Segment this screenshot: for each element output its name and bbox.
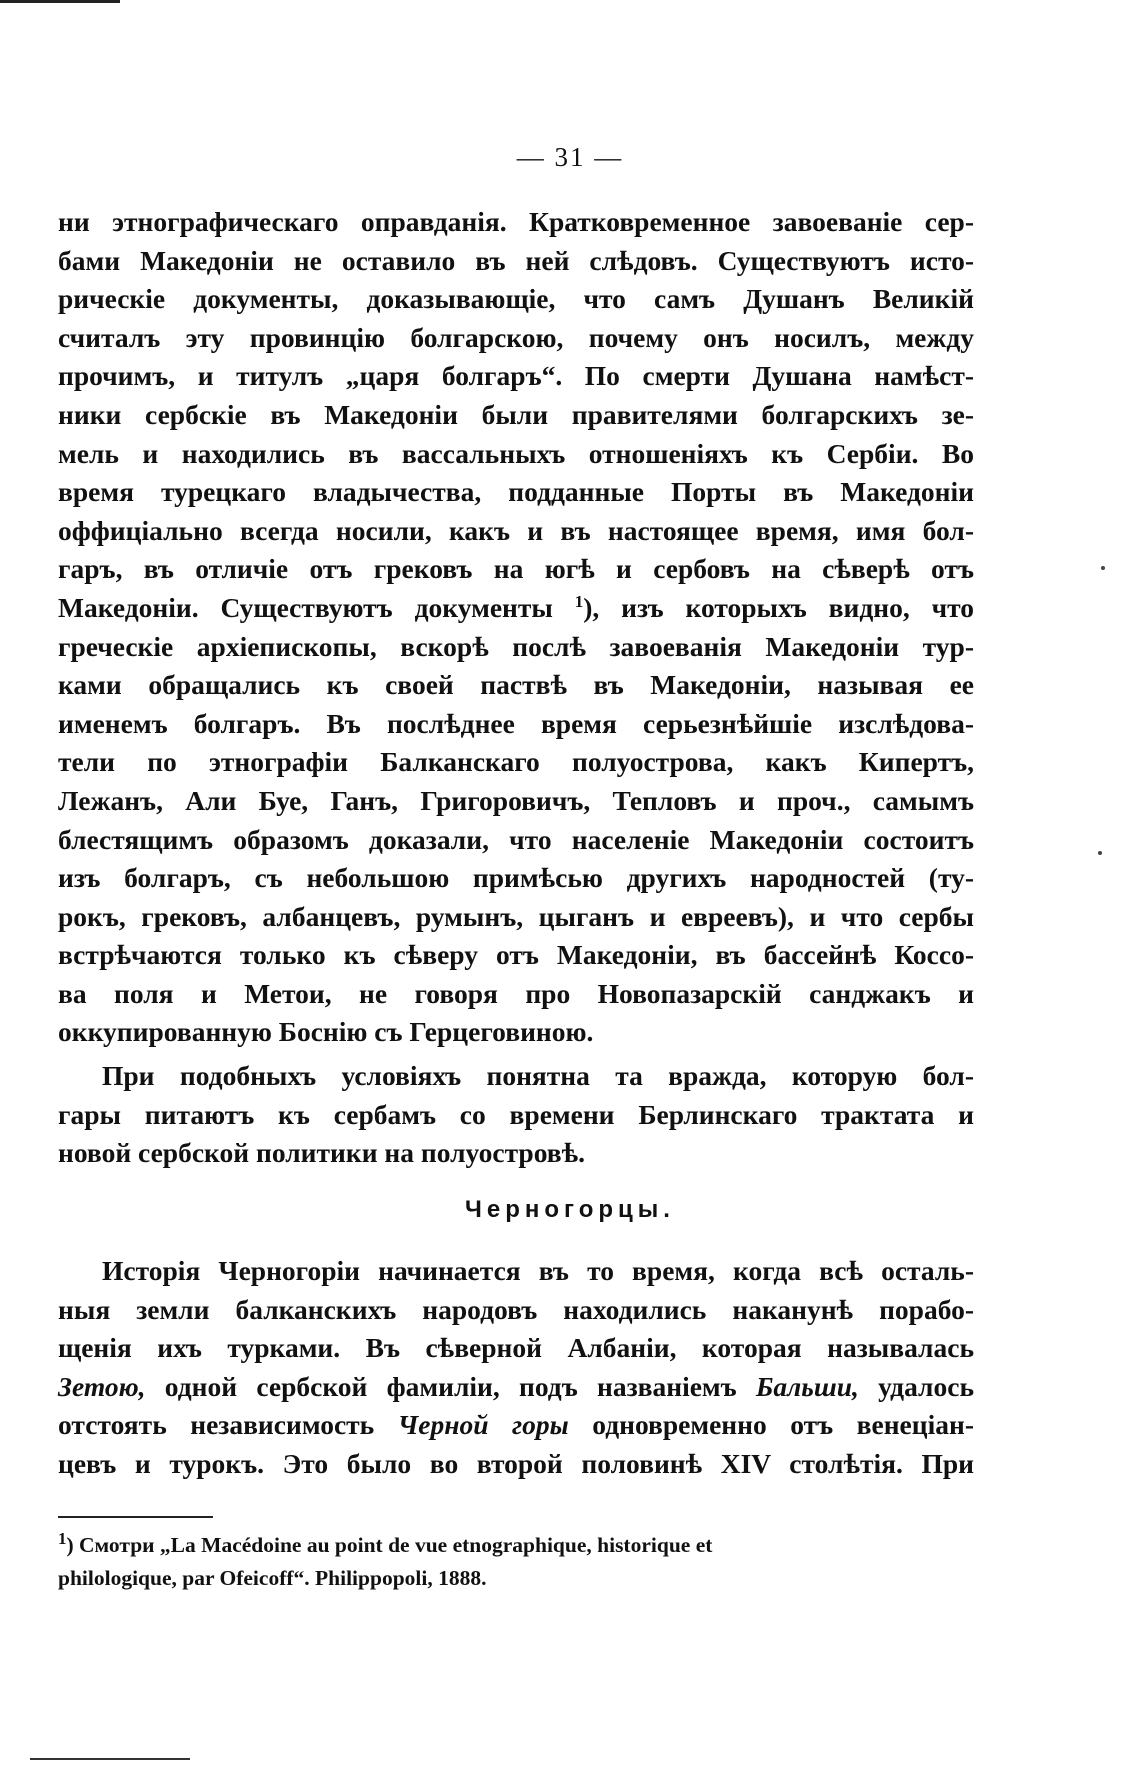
text-line: гары питаютъ къ сербамъ со времени Берлинскаго трактата и — [58, 1098, 974, 1130]
footnote — [58, 1529, 974, 1595]
emphasized-term: Черной горы — [397, 1409, 569, 1441]
text-line: оккупированную Боснію съ Герцеговиною. — [58, 1016, 594, 1048]
text-line: именемъ болгаръ. Въ послѣднее время серьезнѣйшіе изслѣдова- — [58, 707, 974, 739]
paragraph-hostility — [58, 1057, 974, 1173]
footnote-number: 1 — [58, 1528, 67, 1548]
text-fragment: Македоніи. Существуютъ документы — [58, 591, 553, 623]
text-line: мель и находились въ вассальныхъ отношеніяхъ къ Сербіи. Во — [58, 437, 974, 469]
top-edge-rule — [0, 0, 120, 3]
text-fragment: одновременно отъ венеціан- — [568, 1409, 974, 1441]
ink-speck — [1101, 566, 1105, 570]
paragraph-montenegro-history — [58, 1252, 974, 1484]
text-line: встрѣчаются только къ сѣверу отъ Македоніи, въ бассейнѣ Коссо- — [58, 939, 974, 971]
text-line: греческіе архіепископы, вскорѣ послѣ завоеванія Македоніи тур- — [58, 630, 974, 662]
text-line: щенія ихъ турками. Въ сѣверной Албаніи, которая называлась — [58, 1332, 974, 1364]
text-line: ники сербскіе въ Македоніи были правителями болгарскихъ зе- — [58, 398, 974, 430]
text-line: рокъ, грековъ, албанцевъ, румынъ, цыганъ и евреевъ), и что сербы — [58, 900, 974, 932]
text-line-with-emphasis — [58, 1368, 974, 1407]
text-line-with-emphasis — [58, 1406, 974, 1445]
text-line: считалъ эту провинцію болгарскою, почему онъ носилъ, между — [58, 321, 974, 353]
text-fragment: одной сербской фамиліи, подъ названіемъ — [145, 1370, 756, 1402]
text-fragment: удалось — [858, 1370, 974, 1402]
ink-speck — [1098, 851, 1102, 855]
text-line: ныя земли балканскихъ народовъ находились наканунѣ порабо- — [58, 1293, 974, 1325]
footnote-text: ) Смотри „La Macédoine au point de vue etnographique, historique et — [66, 1533, 713, 1557]
text-line: гаръ, въ отличіе отъ грековъ на югѣ и сербовъ на сѣверѣ отъ — [58, 553, 974, 585]
paragraph-macedonia — [58, 203, 974, 1052]
section-heading: Черногорцы. — [465, 1196, 675, 1223]
text-line: При подобныхъ условіяхъ понятна та вражда, которую бол- — [102, 1060, 974, 1091]
footnote-line: philologique, par Ofeicoff“. Philippopoli, 1888. — [58, 1566, 487, 1590]
footnote-separator — [58, 1516, 213, 1518]
bottom-edge-rule — [30, 1758, 190, 1760]
text-line: блестящимъ образомъ доказали, что населеніе Македоніи состоитъ — [58, 823, 974, 855]
page-number: — 31 — — [516, 142, 624, 172]
text-line: бами Македоніи не оставило въ ней слѣдовъ. Существуютъ исто- — [58, 244, 974, 276]
text-line: оффиціально всегда носили, какъ и въ настоящее время, имя бол- — [58, 514, 974, 546]
text-line: рическіе документы, доказывающіе, что самъ Душанъ Великій — [58, 283, 974, 315]
text-line: цевъ и турокъ. Это было во второй половинѣ XIV столѣтія. При — [58, 1447, 974, 1479]
footnote-marker: 1 — [574, 591, 584, 611]
text-line: тели по этнографіи Балканскаго полуострова, какъ Кипертъ, — [58, 746, 974, 778]
text-line: ва поля и Метои, не говоря про Новопазарскій санджакъ и — [58, 977, 974, 1009]
text-line-with-footnote — [58, 589, 974, 628]
text-line: Лежанъ, Али Буе, Ганъ, Григоровичъ, Тепловъ и проч., самымъ — [58, 784, 974, 816]
text-line: прочимъ, и титулъ „царя болгаръ“. По смерти Душана намѣст- — [58, 360, 974, 392]
text-fragment: отстоять независимость — [58, 1409, 398, 1441]
text-line: изъ болгаръ, съ небольшою примѣсью другихъ народностей (ту- — [58, 862, 974, 894]
text-line: Исторія Черногоріи начинается въ то время, когда всѣ осталь- — [102, 1255, 974, 1286]
text-line: ни этнографическаго оправданія. Кратковременное завоеваніе сер- — [58, 206, 974, 237]
footnote-line — [58, 1529, 974, 1562]
text-line: ками обращались къ своей паствѣ въ Македоніи, называя ее — [58, 669, 974, 701]
emphasized-term: Бальши, — [755, 1370, 859, 1402]
text-line: время турецкаго владычества, подданные Порты въ Македоніи — [58, 476, 974, 508]
text-line: новой сербской политики на полуостровѣ. — [58, 1137, 585, 1169]
emphasized-term: Зетою, — [58, 1370, 146, 1402]
text-fragment: ), изъ которыхъ видно, что — [583, 591, 975, 623]
